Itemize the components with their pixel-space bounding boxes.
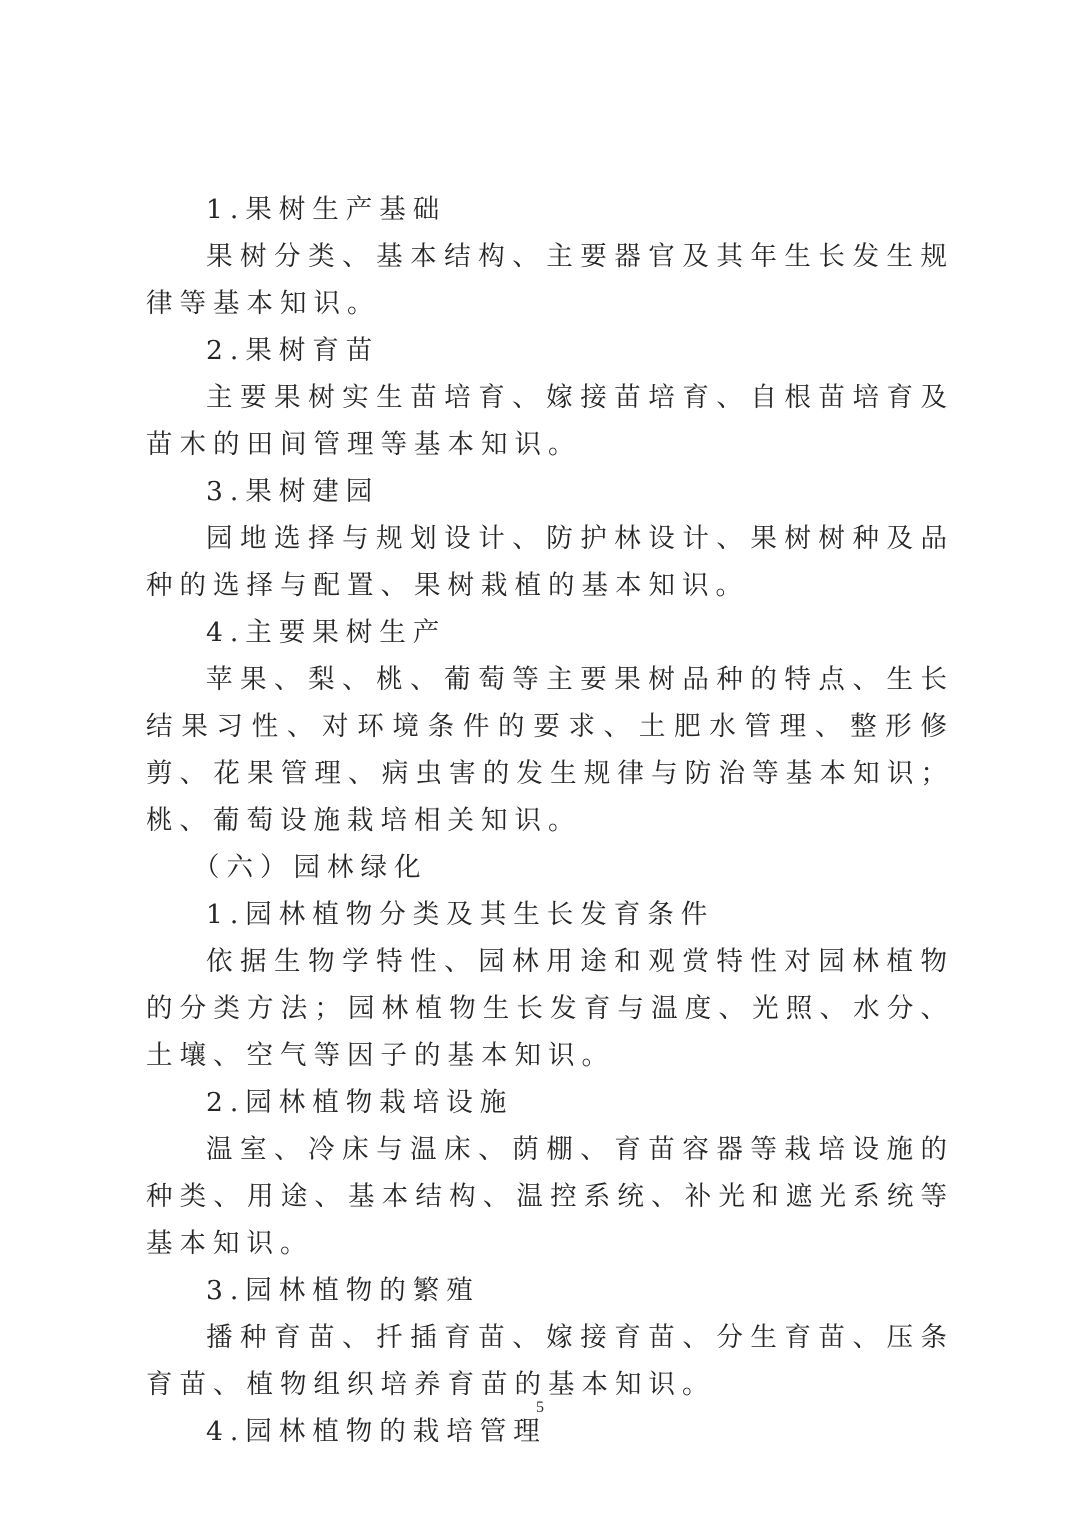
- body-paragraph: 果树分类、基本结构、主要器官及其年生长发生规律等基本知识。: [146, 241, 954, 319]
- subsection-heading: 2.园林植物栽培设施: [206, 1087, 514, 1118]
- page-number: 5: [536, 1399, 544, 1416]
- body-paragraph: 播种育苗、扦插育苗、嫁接育苗、分生育苗、压条育苗、植物组织培养育苗的基本知识。: [146, 1322, 954, 1400]
- body-paragraph: 主要果树实生苗培育、嫁接苗培育、自根苗培育及苗木的田间管理等基本知识。: [146, 382, 954, 460]
- subsection-heading: 4.园林植物的栽培管理: [206, 1416, 547, 1447]
- subsection-heading: 3.果树建园: [206, 476, 380, 507]
- body-paragraph: 园地选择与规划设计、防护林设计、果树树种及品种的选择与配置、果树栽植的基本知识。: [146, 523, 954, 601]
- body-paragraph: 苹果、梨、桃、葡萄等主要果树品种的特点、生长结果习性、对环境条件的要求、土肥水管理、整形修剪、花果管理、病虫害的发生规律与防治等基本知识；桃、葡萄设施栽培相关知识。: [146, 664, 954, 836]
- subsection-heading: 3.园林植物的繁殖: [206, 1275, 480, 1306]
- body-paragraph: 温室、冷床与温床、荫棚、育苗容器等栽培设施的种类、用途、基本结构、温控系统、补光和遮光系统等基本知识。: [146, 1134, 954, 1259]
- subsection-heading: 4.主要果树生产: [206, 617, 447, 648]
- subsection-heading: 2.果树育苗: [206, 335, 380, 366]
- section-heading: （六）园林绿化: [193, 852, 428, 883]
- subsection-heading: 1.园林植物分类及其生长发育条件: [206, 899, 715, 930]
- body-paragraph: 依据生物学特性、园林用途和观赏特性对园林植物的分类方法；园林植物生长发育与温度、光照、水分、土壤、空气等因子的基本知识。: [146, 946, 954, 1071]
- subsection-heading: 1.果树生产基础: [206, 194, 447, 225]
- document-body: [146, 186, 954, 1455]
